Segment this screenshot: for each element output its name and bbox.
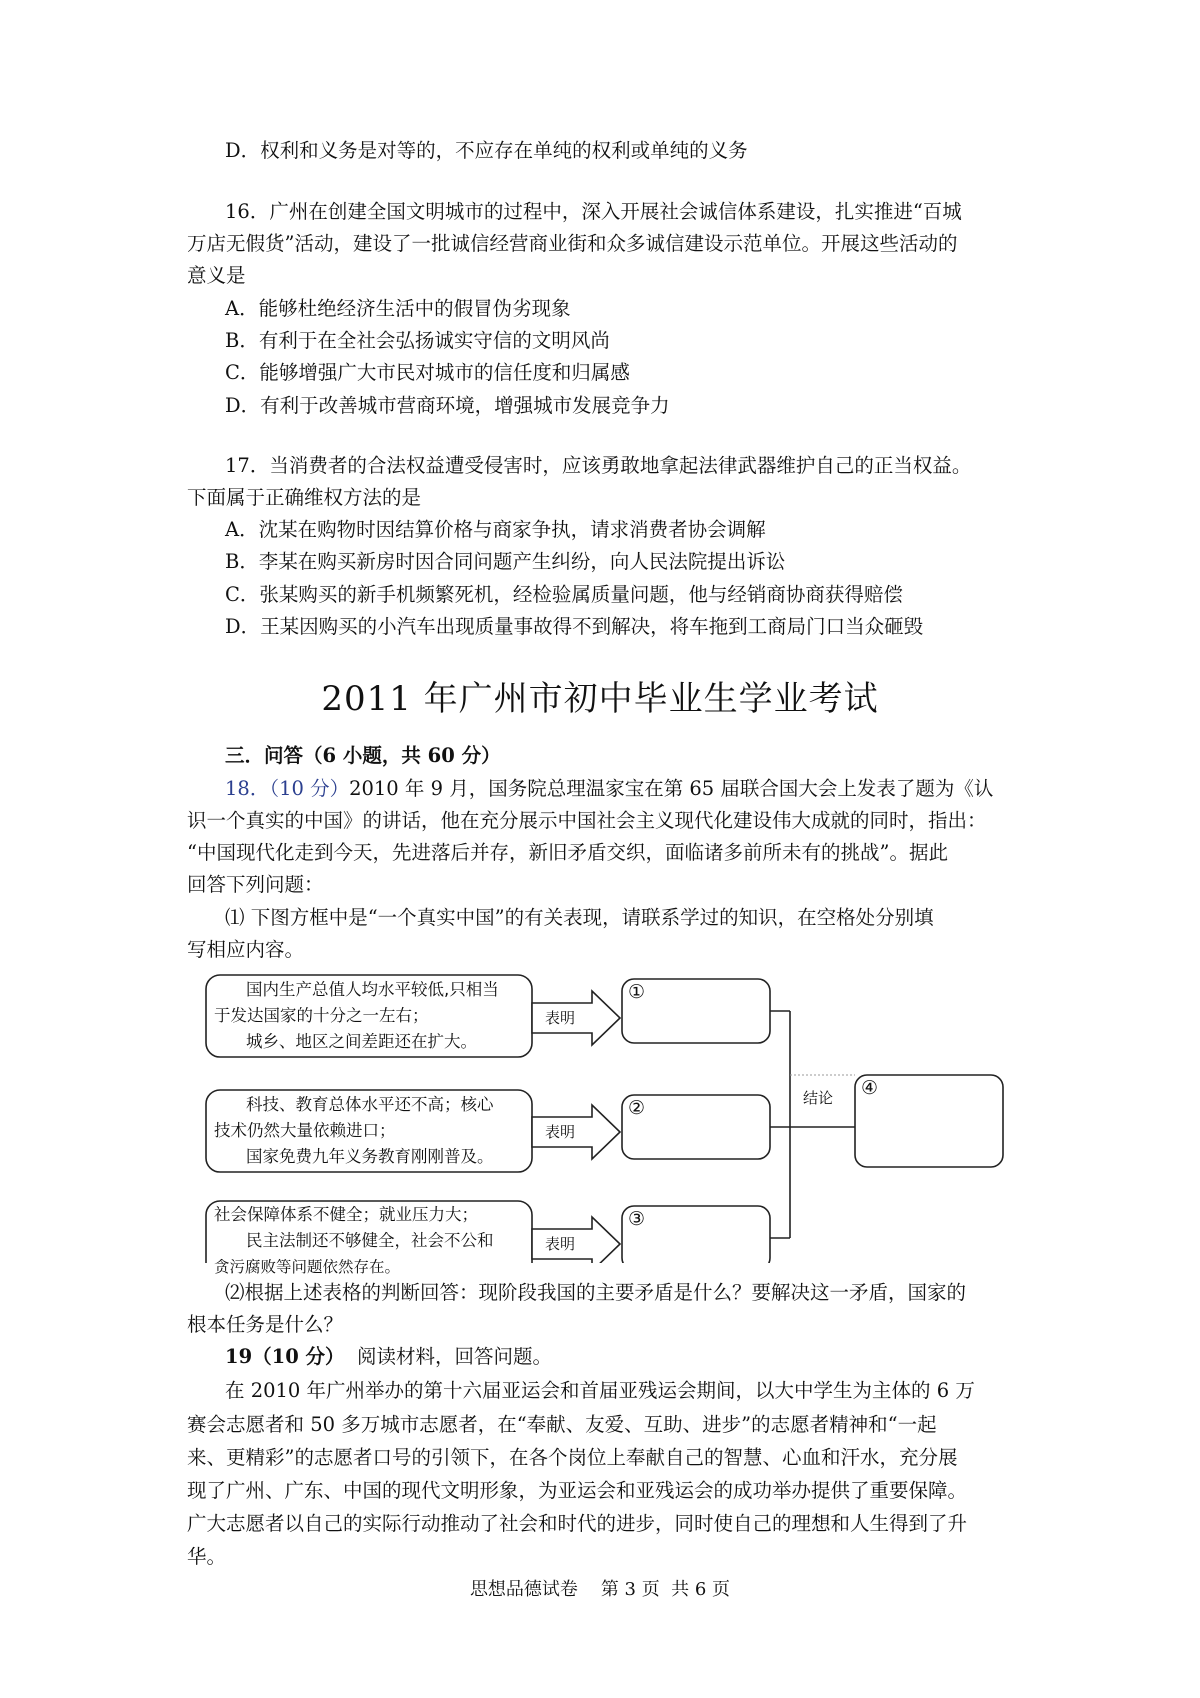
q17-option-d: D．王某因购买的小汽车出现质量事故得不到解决，将车拖到工商局门口当众砸毁 bbox=[225, 615, 924, 638]
q19-material-line-5: 广大志愿者以自己的实际行动推动了社会和时代的进步，同时使自己的理想和人生得到了升 bbox=[187, 1512, 968, 1535]
q19-material-line-3: 来、更精彩”的志愿者口号的引领下，在各个岗位上奉献自己的智慧、心血和汗水，充分展 bbox=[187, 1446, 958, 1469]
q17-stem-line-1: 17．当消费者的合法权益遭受侵害时，应该勇敢地拿起法律武器维护自己的正当权益。 bbox=[225, 454, 972, 477]
box3-line-3: 贪污腐败等问题依然存在。 bbox=[214, 1258, 401, 1276]
arrow-label-1: 表明 bbox=[545, 1009, 576, 1027]
arrow-label-2: 表明 bbox=[545, 1123, 576, 1141]
box3-line-1: 社会保障体系不健全；就业压力大； bbox=[214, 1205, 478, 1224]
box3-line-2: 民主法制还不够健全，社会不公和 bbox=[246, 1231, 494, 1250]
q18-stem-first: 2010 年 9 月，国务院总理温家宝在第 65 届联合国大会上发表了题为《认 bbox=[349, 777, 994, 800]
q16-option-d: D．有利于改善城市营商环境，增强城市发展竞争力 bbox=[225, 394, 670, 417]
box1-line-3: 城乡、地区之间差距还在扩大。 bbox=[246, 1032, 477, 1051]
q19-material-line-2: 赛会志愿者和 50 多万城市志愿者，在“奉献、友爱、互助、进步”的志愿者精神和“一起 bbox=[187, 1413, 937, 1436]
q19-number: 19（10 分） bbox=[225, 1345, 345, 1368]
q15-option-d: D．权利和义务是对等的，不应存在单纯的权利或单纯的义务 bbox=[225, 139, 748, 162]
box1-line-2: 于发达国家的十分之一左右； bbox=[214, 1006, 429, 1025]
reasoning-diagram bbox=[200, 963, 1020, 1276]
q19-material-line-1: 在 2010 年广州举办的第十六届亚运会和首届亚残运会期间，以大中学生为主体的 6 万 bbox=[225, 1379, 975, 1402]
box1-line-1: 国内生产总值人均水平较低,只相当 bbox=[246, 980, 499, 999]
q16-stem-line-2: 万店无假货”活动，建设了一批诚信经营商业街和众多诚信建设示范单位。开展这些活动的 bbox=[187, 232, 958, 255]
blank-marker-3: ③ bbox=[628, 1208, 646, 1230]
conclusion-label: 结论 bbox=[803, 1089, 834, 1107]
page-footer: 思想品德试卷 第 3 页 共 6 页 bbox=[469, 1579, 731, 1600]
q18-stem-line-3: “中国现代化走到今天，先进落后并存，新旧矛盾交织，面临诸多前所未有的挑战”。据此 bbox=[187, 841, 948, 864]
q16-option-c: C．能够增强广大市民对城市的信任度和归属感 bbox=[225, 361, 630, 384]
arrow-label-3: 表明 bbox=[545, 1235, 576, 1253]
q19-heading bbox=[225, 1341, 552, 1373]
q17-stem-line-2: 下面属于正确维权方法的是 bbox=[187, 486, 422, 509]
q19-instruction: 阅读材料，回答问题。 bbox=[356, 1345, 552, 1368]
q18-stem-line-1 bbox=[225, 773, 993, 805]
q16-stem-line-3: 意义是 bbox=[187, 264, 246, 287]
q17-option-c: C．张某购买的新手机频繁死机，经检验属质量问题，他与经销商协商获得赔偿 bbox=[225, 583, 903, 606]
q19-material-line-6: 华。 bbox=[187, 1545, 227, 1568]
q16-stem-line-1: 16．广州在创建全国文明城市的过程中，深入开展社会诚信体系建设，扎实推进“百城 bbox=[225, 200, 962, 223]
box2-line-2: 技术仍然大量依赖进口； bbox=[214, 1121, 396, 1140]
blank-marker-2: ② bbox=[628, 1097, 646, 1119]
q18-part1-line-1: ⑴ 下图方框中是“一个真实中国”的有关表现，请联系学过的知识，在空格处分别填 bbox=[225, 906, 934, 929]
box2-line-1: 科技、教育总体水平还不高；核心 bbox=[246, 1095, 494, 1114]
q17-option-b: B．李某在购买新房时因合同问题产生纠纷，向人民法院提出诉讼 bbox=[225, 550, 786, 573]
q18-stem-line-4: 回答下列问题： bbox=[187, 873, 324, 896]
q18-part1-line-2: 写相应内容。 bbox=[187, 938, 305, 961]
q18-part2-line-1: ⑵根据上述表格的判断回答：现阶段我国的主要矛盾是什么？要解决这一矛盾，国家的 bbox=[225, 1281, 967, 1304]
q18-part2-line-2: 根本任务是什么？ bbox=[187, 1313, 344, 1336]
q19-material-line-4: 现了广州、广东、中国的现代文明形象，为亚运会和亚残运会的成功举办提供了重要保障。 bbox=[187, 1479, 968, 1502]
blank-marker-4: ④ bbox=[861, 1077, 879, 1099]
q17-option-a: A．沈某在购物时因结算价格与商家争执，请求消费者协会调解 bbox=[225, 518, 766, 541]
q18-number: 18．（10 分） bbox=[225, 777, 350, 800]
exam-title: 2011 年广州市初中毕业生学业考试 bbox=[321, 679, 879, 719]
q16-option-a: A．能够杜绝经济生活中的假冒伪劣现象 bbox=[225, 297, 571, 320]
section-heading: 三．问答（6 小题，共 60 分） bbox=[225, 744, 501, 767]
box2-line-3: 国家免费九年义务教育刚刚普及。 bbox=[246, 1147, 494, 1166]
q18-stem-line-2: 识一个真实的中国》的讲话，他在充分展示中国社会主义现代化建设伟大成就的同时，指出： bbox=[187, 809, 987, 832]
blank-marker-1: ① bbox=[628, 981, 646, 1003]
q16-option-b: B．有利于在全社会弘扬诚实守信的文明风尚 bbox=[225, 329, 610, 352]
